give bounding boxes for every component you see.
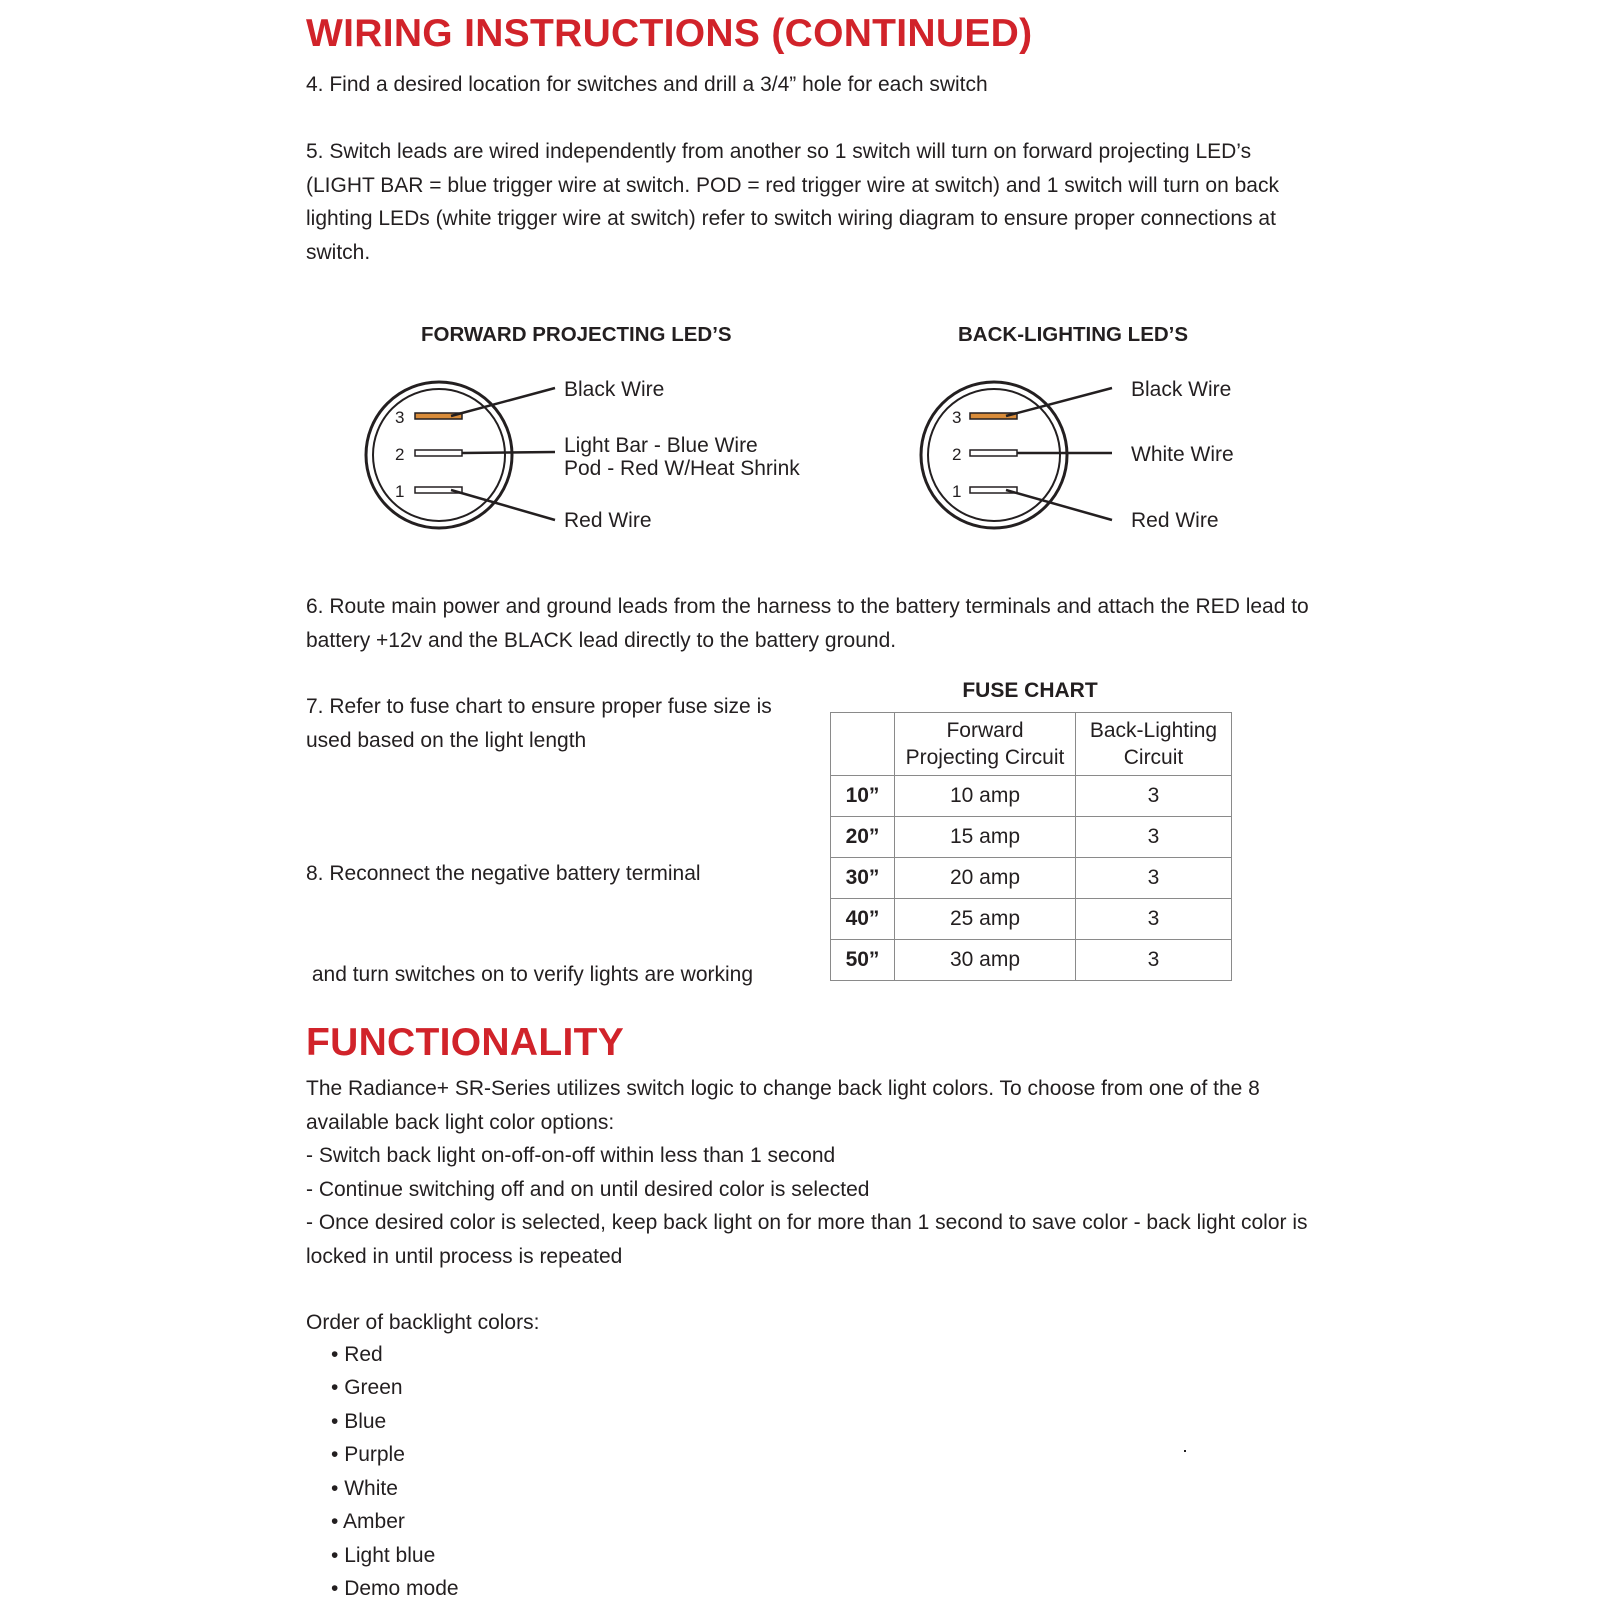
stray-dot	[1184, 1450, 1186, 1452]
functionality-body	[306, 1072, 1308, 1273]
color-name: Amber	[343, 1510, 405, 1533]
list-item: • Blue	[331, 1410, 387, 1433]
step-8	[306, 790, 753, 1025]
fuse-chart-title: FUSE CHART	[962, 679, 1098, 702]
forward-fuse-cell: 10 amp	[895, 776, 1076, 817]
pin-3-label: 3	[952, 408, 962, 427]
table-row	[831, 817, 1232, 858]
forward-fuse-cell: 25 amp	[895, 899, 1076, 940]
list-item: • Amber	[331, 1510, 405, 1533]
color-name: Blue	[344, 1410, 387, 1433]
table-row	[831, 858, 1232, 899]
forward-diagram-title: FORWARD PROJECTING LED’S	[421, 323, 732, 346]
order-label: Order of backlight colors:	[306, 1311, 540, 1334]
forward-wire-bottom-label: Red Wire	[564, 509, 652, 532]
pin-3-label: 3	[395, 408, 405, 427]
pin-2-label: 2	[952, 445, 962, 464]
back-diagram-title: BACK-LIGHTING LED’S	[958, 323, 1189, 346]
back-wire-mid-label: White Wire	[1131, 443, 1234, 466]
back-fuse-cell: 3	[1076, 776, 1232, 817]
pin-2-terminal	[970, 450, 1017, 456]
light-length-cell: 50”	[831, 940, 895, 981]
light-length-cell: 20”	[831, 817, 895, 858]
wiring-title: WIRING INSTRUCTIONS (CONTINUED)	[306, 12, 1033, 55]
forward-fuse-cell: 30 amp	[895, 940, 1076, 981]
list-item: • Light blue	[331, 1544, 436, 1567]
pin-2-label: 2	[395, 445, 405, 464]
forward-wire-top-label: Black Wire	[564, 378, 665, 401]
back-fuse-cell: 3	[1076, 858, 1232, 899]
color-name: Red	[344, 1343, 383, 1366]
step-7-line: 7. Refer to fuse chart to ensure proper fuse size is	[306, 695, 772, 718]
pin-1-label: 1	[952, 482, 962, 501]
list-item: • White	[331, 1477, 398, 1500]
back-fuse-cell: 3	[1076, 817, 1232, 858]
fuse-header-forward	[895, 713, 1076, 776]
forward-wire-mid-label-1: Light Bar - Blue Wire	[564, 434, 758, 457]
color-name: Light blue	[344, 1544, 436, 1567]
forward-fuse-cell: 20 amp	[895, 858, 1076, 899]
list-item: • Green	[331, 1376, 403, 1399]
functionality-line: available back light color options:	[306, 1110, 615, 1134]
step-6-line: 6. Route main power and ground leads from the harness to the battery terminals and attach the RED lead to	[306, 595, 1309, 618]
black-wire-leader	[451, 388, 555, 416]
forward-fuse-cell: 15 amp	[895, 817, 1076, 858]
functionality-line: locked in until process is repeated	[306, 1244, 623, 1268]
functionality-title: FUNCTIONALITY	[306, 1021, 625, 1064]
color-name: Purple	[344, 1443, 405, 1466]
fuse-header-back-line: Circuit	[1123, 746, 1184, 769]
step-5-line: (LIGHT BAR = blue trigger wire at switch. POD = red trigger wire at switch) and 1 switch will turn on back	[306, 173, 1279, 197]
table-row	[831, 940, 1232, 981]
functionality-line: - Switch back light on-off-on-off within less than 1 second	[306, 1144, 836, 1167]
back-wire-bottom-label: Red Wire	[1131, 509, 1219, 532]
fuse-chart-table	[830, 712, 1232, 981]
fuse-header-empty	[831, 713, 895, 776]
back-wire-top-label: Black Wire	[1131, 378, 1232, 401]
blue-wire-leader	[462, 452, 555, 453]
list-item: • Demo mode	[331, 1577, 459, 1600]
forward-switch-diagram	[355, 375, 575, 535]
step-4: 4. Find a desired location for switches and drill a 3/4” hole for each switch	[306, 73, 988, 96]
light-length-cell: 10”	[831, 776, 895, 817]
color-name: Demo mode	[344, 1577, 459, 1600]
light-length-cell: 30”	[831, 858, 895, 899]
functionality-line: The Radiance+ SR-Series utilizes switch logic to change back light colors. To choose from one of the 8	[306, 1077, 1260, 1100]
back-fuse-cell: 3	[1076, 940, 1232, 981]
list-item: • Purple	[331, 1443, 405, 1466]
functionality-line: - Once desired color is selected, keep back light on for more than 1 second to save color - back light color is	[306, 1211, 1308, 1234]
back-fuse-cell: 3	[1076, 899, 1232, 940]
light-length-cell: 40”	[831, 899, 895, 940]
list-item: • Red	[331, 1343, 383, 1366]
black-wire-leader	[1006, 388, 1112, 416]
pin-2-terminal	[415, 450, 462, 456]
step-6	[306, 590, 1309, 657]
step-7-line: used based on the light length	[306, 728, 587, 752]
pin-1-label: 1	[395, 482, 405, 501]
step-5	[306, 135, 1279, 269]
step-8-line: and turn switches on to verify lights are working	[306, 962, 754, 986]
fuse-header-back-line: Back-Lighting	[1089, 719, 1218, 742]
back-switch-diagram	[912, 375, 1132, 535]
table-row	[831, 899, 1232, 940]
fuse-header-forward-line: Forward	[946, 719, 1024, 742]
step-5-line: lighting LEDs (white trigger wire at switch) refer to switch wiring diagram to ensure proper connections at	[306, 207, 1276, 230]
step-5-line: 5. Switch leads are wired independently from another so 1 switch will turn on forward projecting LED’s	[306, 140, 1252, 163]
functionality-line: - Continue switching off and on until desired color is selected	[306, 1177, 870, 1201]
forward-wire-mid-label-2: Pod - Red W/Heat Shrink	[564, 457, 800, 480]
fuse-header-back	[1076, 713, 1232, 776]
fuse-header-forward-line: Projecting Circuit	[905, 746, 1065, 769]
step-5-line: switch.	[306, 240, 371, 264]
table-row	[831, 776, 1232, 817]
step-7	[306, 690, 772, 757]
color-name: White	[344, 1477, 398, 1500]
step-6-line: battery +12v and the BLACK lead directly to the battery ground.	[306, 628, 897, 652]
fuse-table-header-row	[831, 713, 1232, 776]
color-name: Green	[344, 1376, 403, 1399]
step-8-line: 8. Reconnect the negative battery terminal	[306, 862, 701, 885]
